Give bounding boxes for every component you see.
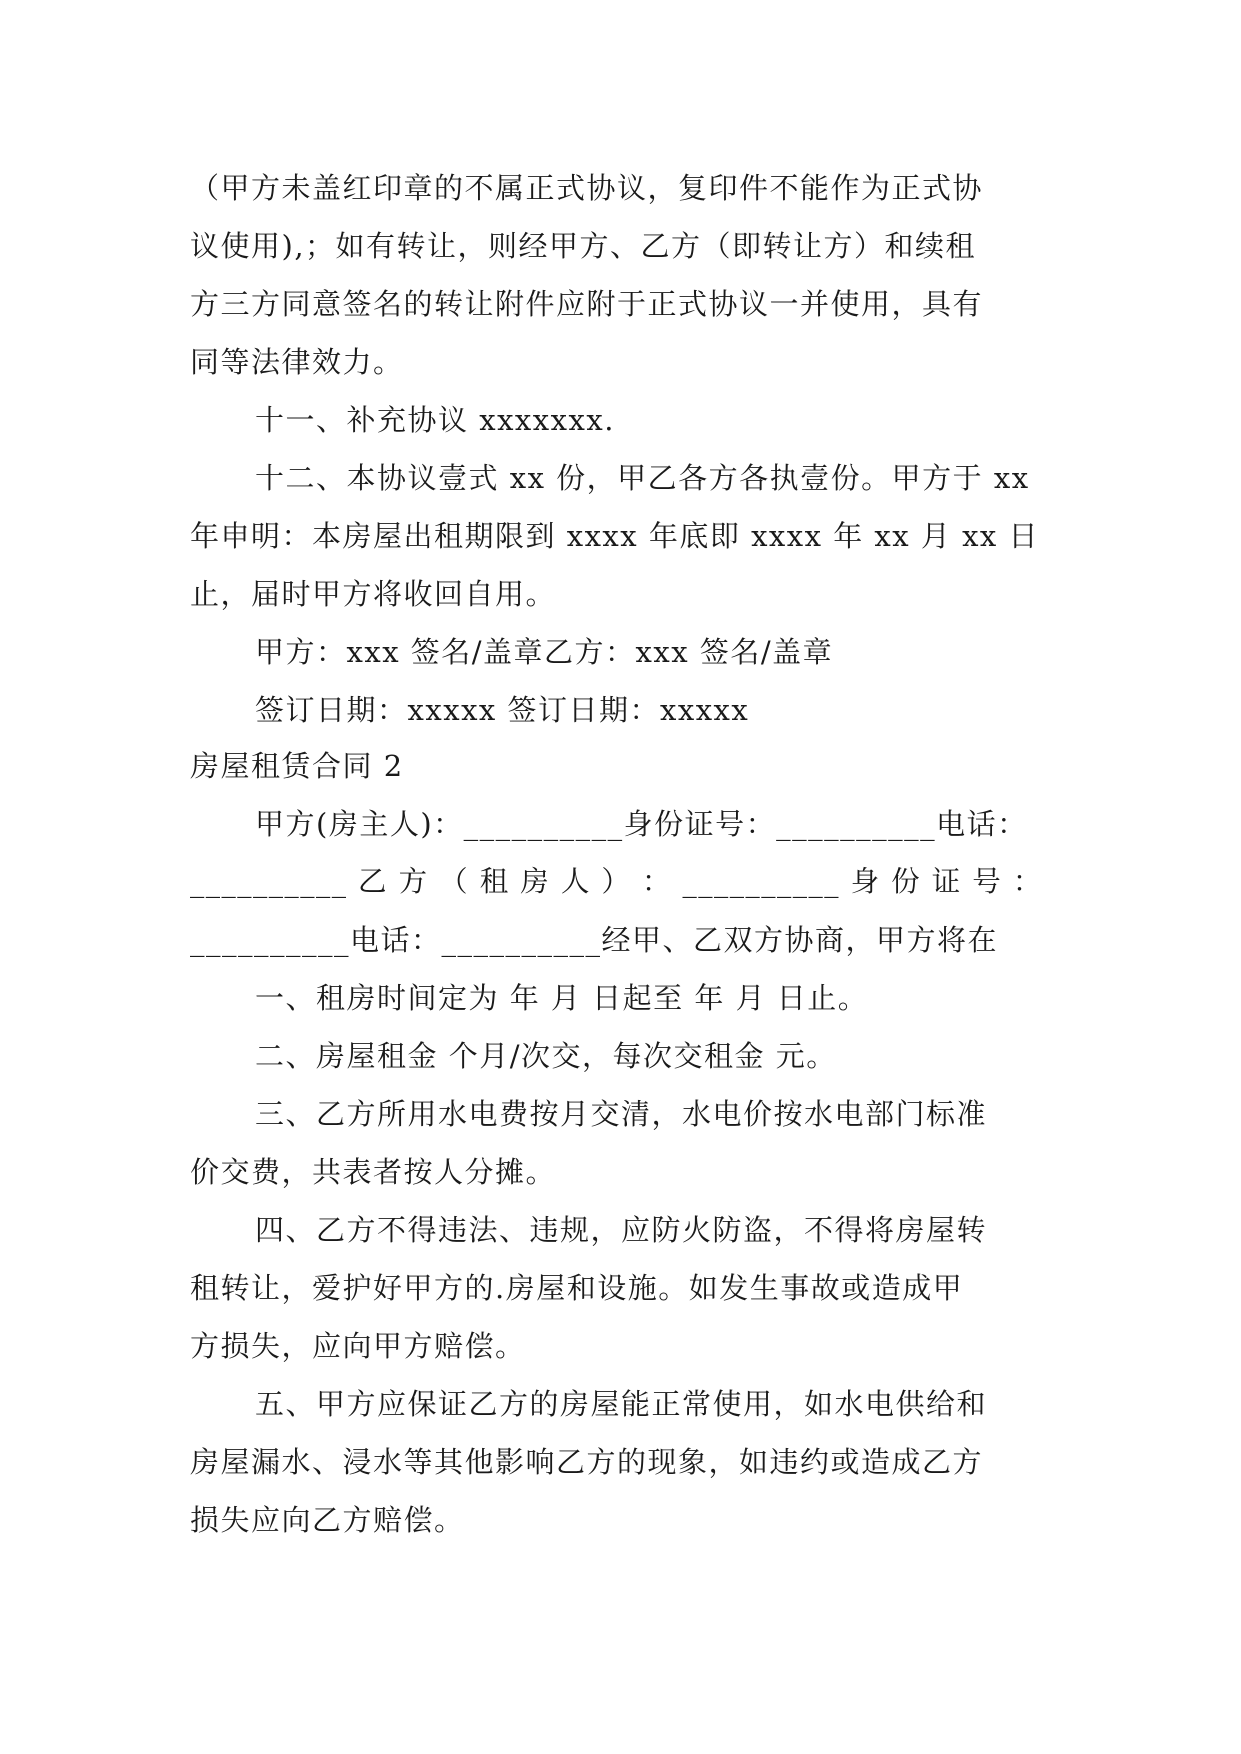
clause-2: 二、房屋租金 个月/次交，每次交租金 元。 (255, 1039, 837, 1073)
text-line: __________电话：__________经甲、乙双方协商，甲方将在 (190, 923, 999, 957)
clause-5: 五、甲方应保证乙方的房屋能正常使用，如水电供给和 (255, 1387, 988, 1421)
section-heading: 房屋租赁合同 2 (190, 749, 404, 783)
party-a-line: 甲方(房主人)：__________身份证号：__________电话： (255, 807, 1028, 841)
text-line: 租转让，爱护好甲方的.房屋和设施。如发生事故或造成甲 (190, 1271, 964, 1305)
text-line: 同等法律效力。 (190, 345, 404, 379)
signing-date-line: 签订日期：xxxxx 签订日期：xxxxx (255, 693, 750, 727)
clause-12: 十二、本协议壹式 xx 份，甲乙各方各执壹份。甲方于 xx (255, 461, 1030, 495)
text-line: 价交费，共表者按人分摊。 (190, 1155, 557, 1189)
clause-3: 三、乙方所用水电费按月交清，水电价按水电部门标准 (255, 1097, 988, 1131)
text-line: 年申明：本房屋出租期限到 xxxx 年底即 xxxx 年 xx 月 xx 日 (190, 519, 1040, 553)
text-line: （甲方未盖红印章的不属正式协议，复印件不能作为正式协 (190, 171, 984, 205)
party-b-line: __________ 乙 方 （ 租 房 人 ） ： __________ 身 份 证 号 ： (190, 865, 1043, 898)
clause-1: 一、租房时间定为 年 月 日起至 年 月 日止。 (255, 981, 869, 1015)
text-line: 方三方同意签名的转让附件应附于正式协议一并使用，具有 (190, 287, 984, 321)
text-line: 止，届时甲方将收回自用。 (190, 577, 557, 611)
text-line: 议使用),；如有转让，则经甲方、乙方（即转让方）和续租 (190, 229, 977, 263)
signature-line: 甲方：xxx 签名/盖章乙方：xxx 签名/盖章 (255, 635, 834, 669)
clause-4: 四、乙方不得违法、违规，应防火防盗，不得将房屋转 (255, 1213, 988, 1247)
clause-11: 十一、补充协议 xxxxxxx. (255, 403, 615, 437)
text-line: 损失应向乙方赔偿。 (190, 1503, 465, 1537)
text-line: 方损失，应向甲方赔偿。 (190, 1329, 526, 1363)
text-line: 房屋漏水、浸水等其他影响乙方的现象，如违约或造成乙方 (190, 1445, 984, 1479)
